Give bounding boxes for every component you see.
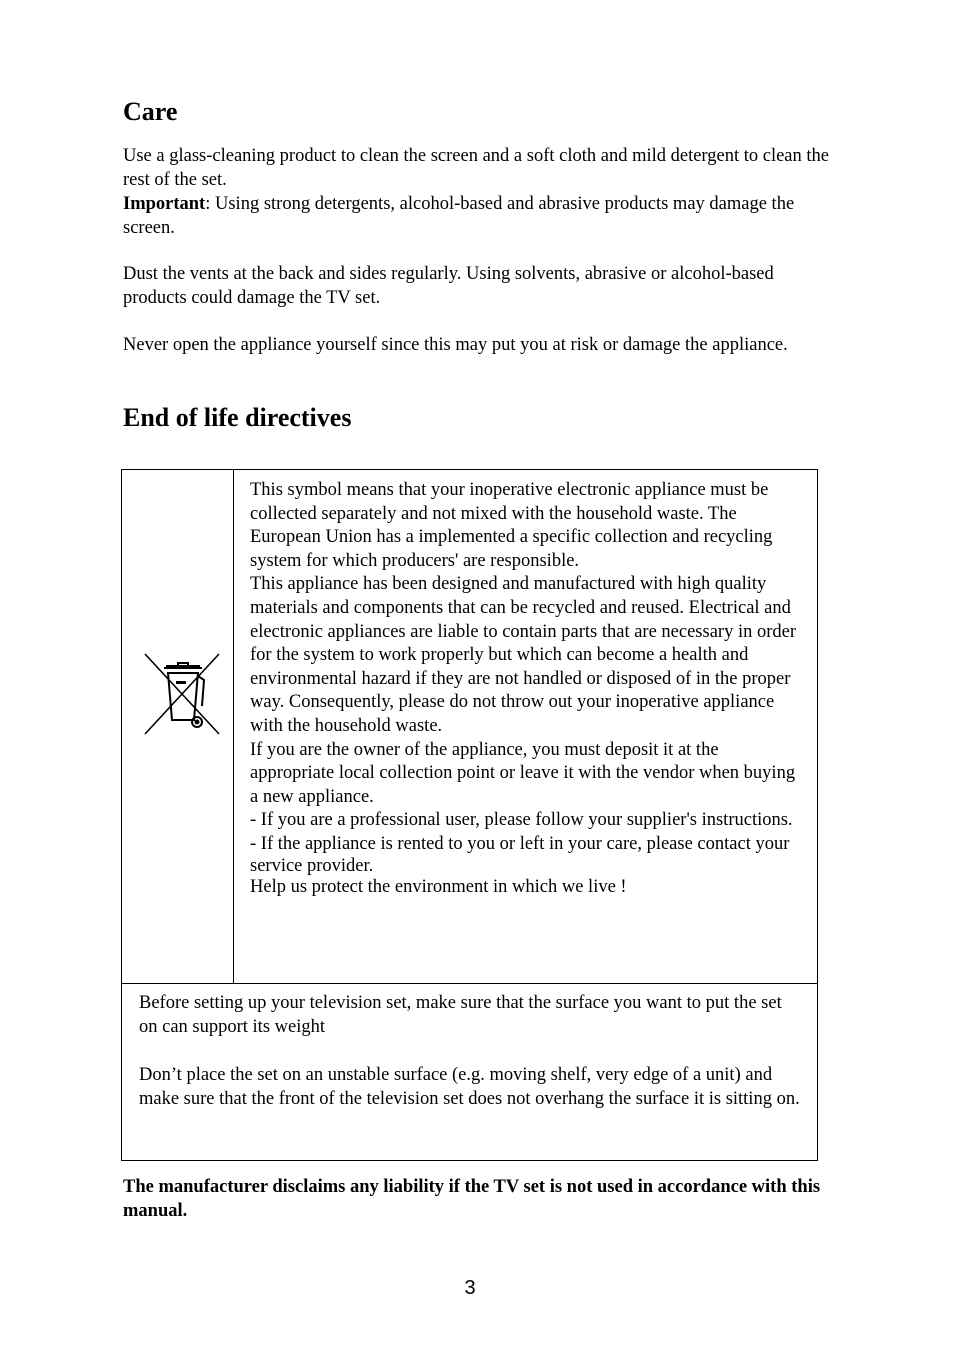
crossed-out-wheelie-bin-icon xyxy=(142,646,222,736)
care-paragraph-1 xyxy=(123,144,833,240)
page-number: 3 xyxy=(464,1277,476,1299)
weee-line-6: Help us protect the environment in which we live ! xyxy=(250,876,627,897)
important-text: : Using strong detergents, alcohol-based and abrasive products may damage the screen. xyxy=(123,194,795,238)
disclaimer: The manufacturer disclaims any liability if the TV set is not used in accordance with this manual. xyxy=(123,1177,821,1221)
directives-table xyxy=(121,469,818,1161)
weee-line-4: - If you are a professional user, please follow your supplier's instructions. xyxy=(250,810,793,831)
weee-row xyxy=(122,470,817,984)
weee-line-2: This appliance has been designed and manufactured with high quality materials and components that can be recycled and reused. Electrical and electronic appliances are liable to contain parts that are necessary in order for the system to work properly but which can become a health and environmental hazard if they are not handled or disposed of in the proper way. Consequently, please do not throw out your inoperative appliance with the household waste. xyxy=(250,574,797,736)
care-heading: Care xyxy=(123,97,178,126)
important-label: Important xyxy=(123,194,206,214)
setup-paragraph-2: Don’t place the set on an unstable surface (e.g. moving shelf, very edge of a unit) and make sure that the front of the television set does not overhang the surface it is sitting on. xyxy=(139,1065,800,1109)
weee-line-3: If you are the owner of the appliance, you must deposit it at the appropriate local collection point or leave it with the vendor when buying a new appliance. xyxy=(250,739,796,807)
setup-row xyxy=(139,991,804,1111)
care-paragraph-2: Dust the vents at the back and sides regularly. Using solvents, abrasive or alcohol-based products could damage the TV set. xyxy=(123,264,774,308)
weee-icon-cell xyxy=(122,470,234,983)
care-paragraph-1-text: Use a glass-cleaning product to clean the screen and a soft cloth and mild detergent to clean the rest of the set. xyxy=(123,146,829,190)
weee-line-5: - If the appliance is rented to you or left in your care, please contact your service provider. xyxy=(250,833,790,876)
care-paragraph-3: Never open the appliance yourself since this may put you at risk or damage the appliance. xyxy=(123,335,788,355)
weee-line-1: This symbol means that your inoperative electronic appliance must be collected separately and not mixed with the household waste. The European Union has a implemented a specific collection and recycling system for which producers' are responsible. xyxy=(250,480,773,571)
end-of-life-heading: End of life directives xyxy=(123,403,352,432)
weee-text xyxy=(250,479,806,897)
setup-paragraph-1: Before setting up your television set, make sure that the surface you want to put the set on can support its weight xyxy=(139,993,782,1037)
